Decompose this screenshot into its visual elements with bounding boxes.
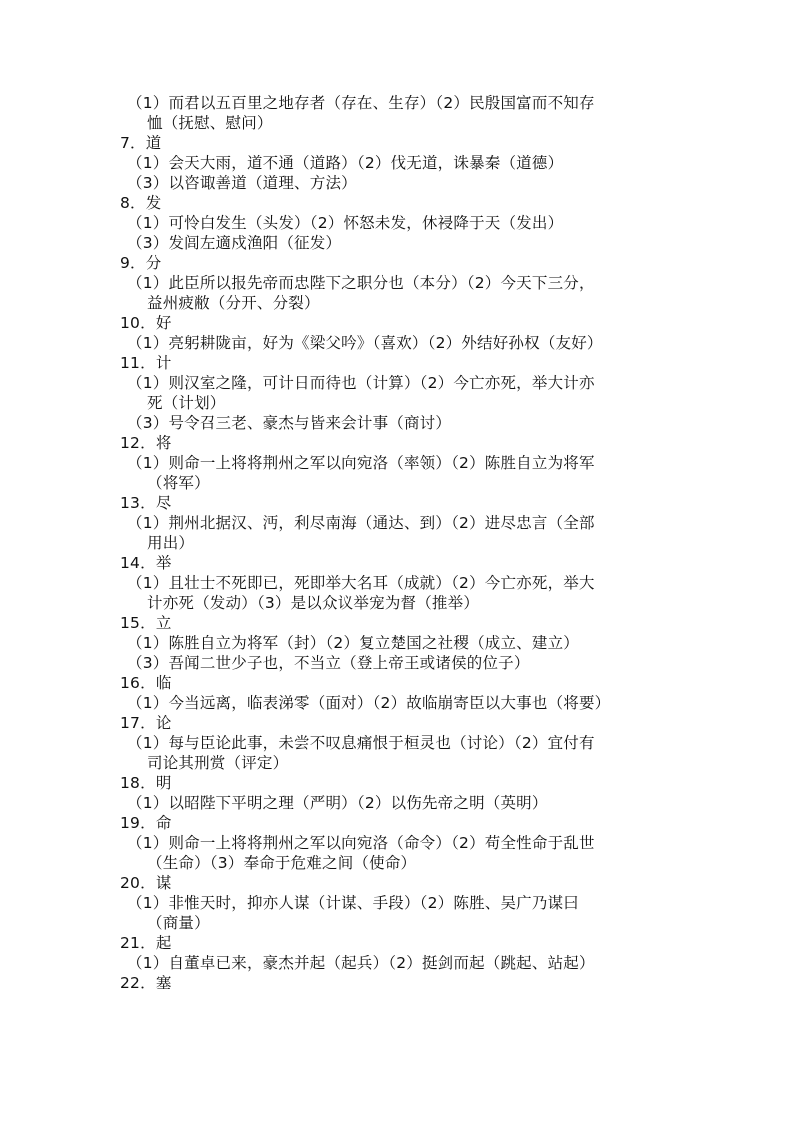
text-line: （1）且壮士不死即已，死即举大名耳（成就）（2）今亡亦死，举大 xyxy=(127,574,595,592)
text-line: 22．塞 xyxy=(120,974,172,992)
text-line: （1）则汉室之隆，可计日而待也（计算）（2）今亡亦死，举大计亦 xyxy=(127,374,595,392)
text-line: （3）吾闻二世少子也，不当立（登上帝王或诸侯的位子） xyxy=(127,654,530,672)
text-line: （1）此臣所以报先帝而忠陛下之职分也（本分）（2）今天下三分， xyxy=(127,274,595,292)
text-line: 20．谋 xyxy=(120,874,172,892)
text-line: （1）亮躬耕陇亩，好为《梁父吟》（喜欢）（2）外结好孙权（友好） xyxy=(127,334,603,352)
text-line: （3）号令召三老、豪杰与皆来会计事（商讨） xyxy=(127,414,452,432)
text-line: 7．道 xyxy=(120,134,162,152)
text-line: （3）发闾左適戍渔阳（征发） xyxy=(127,234,342,252)
text-line: （1）可怜白发生（头发）（2）怀怒未发，休祲降于天（发出） xyxy=(127,214,564,232)
text-line: 16．临 xyxy=(120,674,172,692)
text-line: 18．明 xyxy=(120,774,172,792)
text-line: （1）而君以五百里之地存者（存在、生存）（2）民殷国富而不知存 xyxy=(127,94,595,112)
text-line: 12．将 xyxy=(120,434,172,452)
text-line: 11．计 xyxy=(120,354,172,372)
text-line: 13．尽 xyxy=(120,494,172,512)
text-line: （生命）（3）奉命于危难之间（使命） xyxy=(147,854,417,872)
text-line: 计亦死（发动）（3）是以众议举宠为督（推举） xyxy=(147,594,480,612)
text-line: （1）陈胜自立为将军（封）（2）复立楚国之社稷（成立、建立） xyxy=(127,634,579,652)
text-line: 17．论 xyxy=(120,714,172,732)
text-line: 21．起 xyxy=(120,934,172,952)
text-line: （1）则命一上将将荆州之军以向宛洛（率领）（2）陈胜自立为将军 xyxy=(127,454,595,472)
text-line: 益州疲敝（分开、分裂） xyxy=(147,294,320,312)
text-line: （1）非惟天时，抑亦人谋（计谋、手段）（2）陈胜、吴广乃谋曰 xyxy=(127,894,579,912)
text-line: （1）自董卓已来，豪杰并起（起兵）（2）挺剑而起（跳起、站起） xyxy=(127,954,595,972)
text-line: （1）荆州北据汉、沔，利尽南海（通达、到）（2）进尽忠言（全部 xyxy=(127,514,595,532)
text-line: 15．立 xyxy=(120,614,172,632)
text-line: 恤（抚慰、慰问） xyxy=(147,114,273,132)
text-line: （商量） xyxy=(147,914,210,932)
text-line: 10．好 xyxy=(120,314,172,332)
text-line: （1）每与臣论此事，未尝不叹息痛恨于桓灵也（讨论）（2）宜付有 xyxy=(127,734,595,752)
text-line: 死（计划） xyxy=(147,394,226,412)
text-line: （将军） xyxy=(147,474,210,492)
text-line: 19．命 xyxy=(120,814,172,832)
text-line: （1）今当远离，临表涕零（面对）（2）故临崩寄臣以大事也（将要） xyxy=(127,694,611,712)
text-line: 8．发 xyxy=(120,194,162,212)
text-line: （1）会天大雨，道不通（道路）（2）伐无道，诛暴秦（道德） xyxy=(127,154,564,172)
text-line: （1）则命一上将将荆州之军以向宛洛（命令）（2）苟全性命于乱世 xyxy=(127,834,595,852)
text-line: 9．分 xyxy=(120,254,162,272)
text-line: （1）以昭陛下平明之理（严明）（2）以伤先帝之明（英明） xyxy=(127,794,548,812)
document-body xyxy=(120,93,680,993)
text-line: 司论其刑赏（评定） xyxy=(147,754,289,772)
text-line: 用出） xyxy=(147,534,195,552)
text-line: 14．举 xyxy=(120,554,172,572)
text-line: （3）以咨诹善道（道理、方法） xyxy=(127,174,357,192)
